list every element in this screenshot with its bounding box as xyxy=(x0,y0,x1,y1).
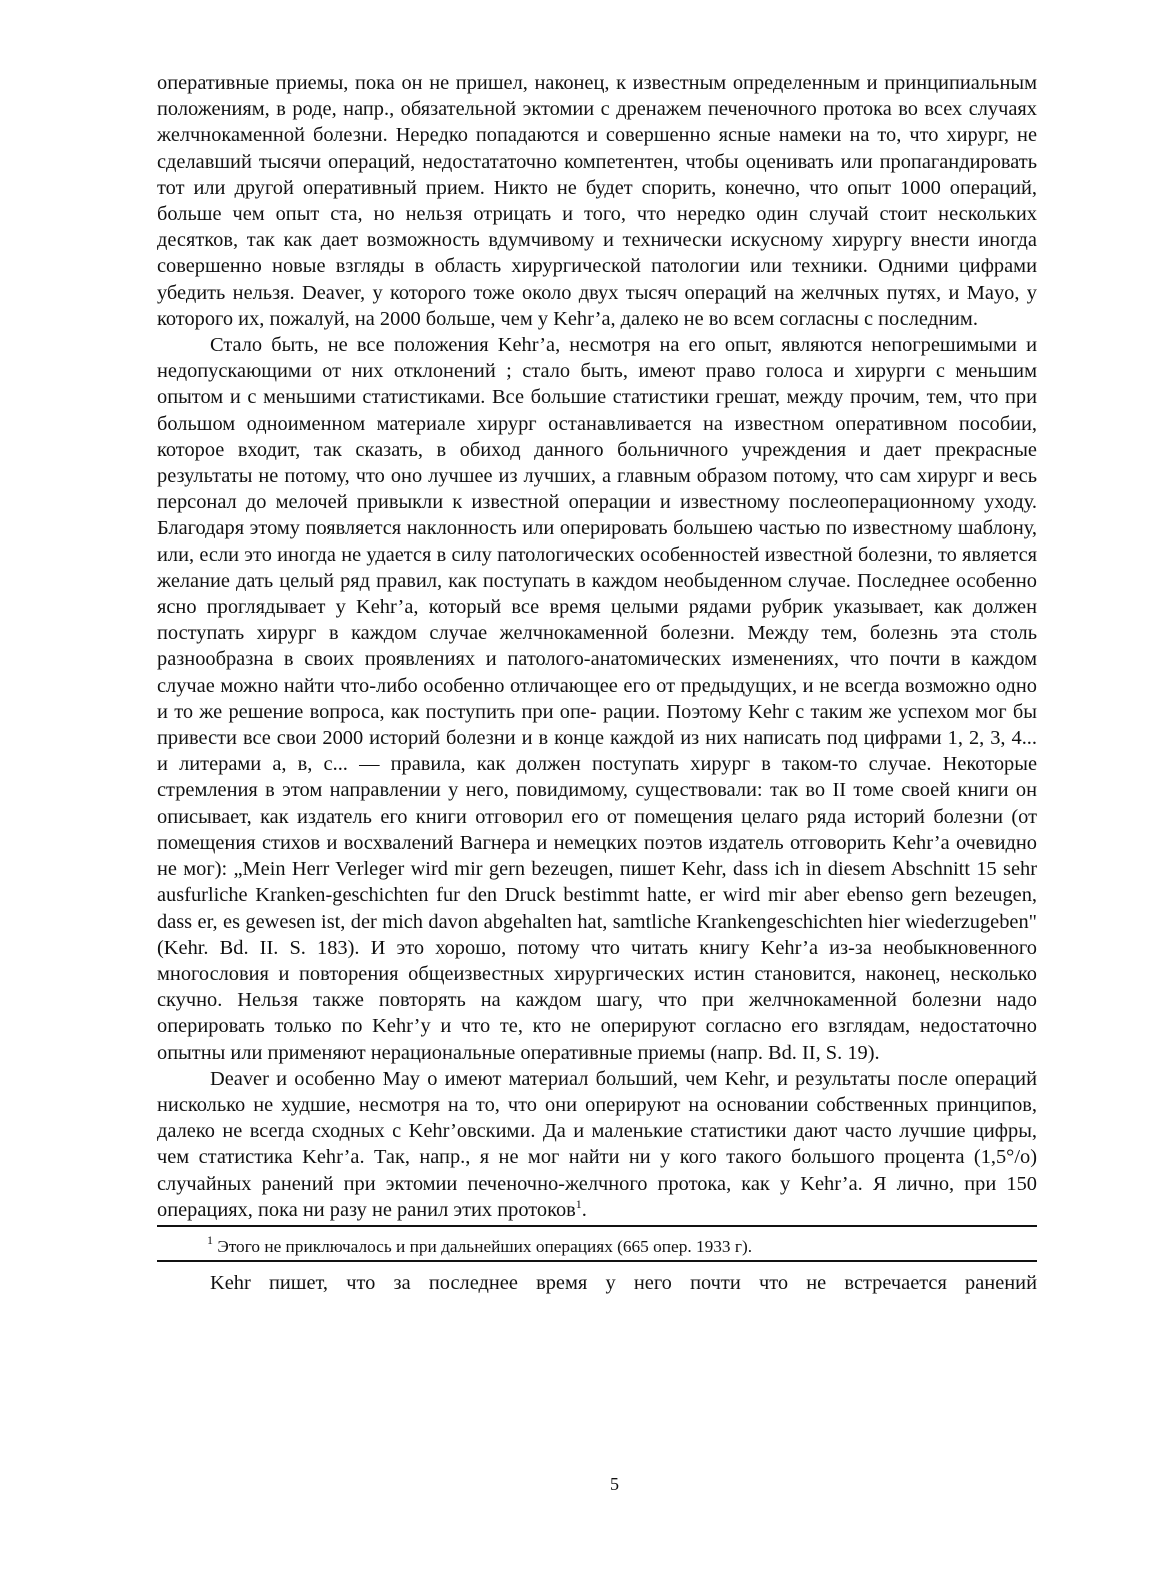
footnote-marker: 1 xyxy=(207,1232,213,1247)
paragraph-3-text: Deaver и особенно May о имеют материал больший, чем Kehr, и результаты после операций нисколько не худшие, несмотря на то, что они оперируют на основании собственных принципов, далеко не всегда сходных с Kehr’овскими. Да и маленькие статистики дают часто лучшие цифры, чем статистика Kehr’a. Так, напр., я не мог найти ни у кого такого большого процента (1,5°/о) случайных ранений при эктомии печеночно-желчного протока, как у Kehr’a. Я лично, при 150 операциях, пока ни разу не ранил этих протоков xyxy=(157,1067,1037,1221)
footnote-rule-bottom xyxy=(157,1260,1037,1262)
paragraph-2: Стало быть, не все положения Kehr’a, несмотря на его опыт, являются непогрешимыми и недопускающими от них отклонений ; стало быть, имеют право голоса и хирурги с меньшим опытом и с меньшими статистиками. Все большие статистики грешат, между прочим, тем, что при большом одноименном материале хирург останавливается на известном оперативном пособии, которое входит, так сказать, в обиход данного больничного учреждения и дает прекрасные результаты не потому, что оно лучшее из лучших, а главным образом потому, что сам хирург и весь персонал до мелочей привыкли к известной операции и известному послеоперационному уходу. Благодаря этому появляется наклонность или оперировать большею частью по известному шаблону, или, если это иногда не удается в силу патологических особенностей известной болезни, то является желание дать целый ряд правил, как поступать в каждом необыденном случае. Последнее особенно ясно проглядывает у Kehr’a, который все время целыми рядами рубрик указывает, как должен поступать хирург в каждом случае желчнокаменной болезни. Между тем, болезнь эта столь разнообразна в своих проявлениях и патолого-анатомических изменениях, что почти в каждом случае можно найти что-либо особенно отличающее его от предыдущих, и не всегда возможно одно и то же решение вопроса, как поступить при опе- рации. Поэтому Kehr с таким же успехом мог бы привести все свои 2000 историй болезни и в конце каждой из них написать под цифрами 1, 2, 3, 4... и литерами а, в, с... — правила, как должен поступать хирург в таком-то случае. Некоторые стремления в этом направлении у него, повидимому, существовали: так во II томе своей книги он описывает, как издатель его книги отговорил его от помещения целаго ряда историй болезни (от помещения стихов и восхвалений Вагнера и немецких поэтов издатель отговорить Kehr’a очевидно не мог): „Mein Herr Verleger wird mir gern bezeugen, пишет Kehr, dass ich in diesem Abschnitt 15 sehr ausfurliche Kranken-geschichten fur den Druck bestimmt hatte, er wird mir aber ebenso gern bezeugen, dass er, es gewesen ist, der mich davon abgehalten hat, samtliche Krankengeschichten hier wiederzugeben" (Kehr. Bd. II. S. 183). И это хорошо, потому что читать книгу Kehr’a из-за необыкновенного многословия и повторения общеизвестных хирургических истин становится, наконец, несколько скучно. Нельзя также повторять на каждом шагу, что при желчнокаменной болезни надо оперировать только по Kehr’y и что те, кто не оперируют согласно его взглядам, недостаточно опытны или применяют нерациональные оперативные приемы (напр. Bd. II, S. 19). xyxy=(157,334,1037,1064)
paragraph-3-end: . xyxy=(581,1198,587,1221)
footnote-reference: 1 xyxy=(575,1196,582,1211)
document-page xyxy=(157,70,1037,1296)
paragraph-3 xyxy=(157,1066,1037,1223)
page-number: 5 xyxy=(610,1474,619,1494)
footnote xyxy=(157,1232,1037,1259)
footnote-text: Этого не приключалось и при дальнейших операциях (665 опер. 1933 г). xyxy=(217,1236,753,1256)
continuation-paragraph: Kehr пишет, что за последнее время у него почти что не встречается ранений xyxy=(210,1271,1037,1294)
paragraph-1: оперативные приемы, пока он не пришел, наконец, к известным определенным и принципиальным положениям, в роде, напр., обязательной эктомии с дренажем печеночного протока во всех случаях желчнокаменной болезни. Нередко попадаются и совершенно ясные намеки на то, что хирург, не сделавший тысячи операций, недостататочно компетентен, чтобы оценивать или пропагандировать тот или другой оперативный прием. Никто не будет спорить, конечно, что опыт 1000 операций, больше чем опыт ста, но нельзя отрицать и того, что нередко один случай стоит нескольких десятков, так как дает возможность вдумчивому и технически искусному хирургу внести иногда совершенно новые взгляды в область хирургической патологии или техники. Одними цифрами убедить нельзя. Deaver, у которого тоже около двух тысяч операций на желчных путях, и Mayo, у которого их, пожалуй, на 2000 больше, чем у Kehr’a, далеко не во всем согласны с последним. xyxy=(157,72,1037,330)
footnote-rule-top xyxy=(157,1225,1037,1227)
